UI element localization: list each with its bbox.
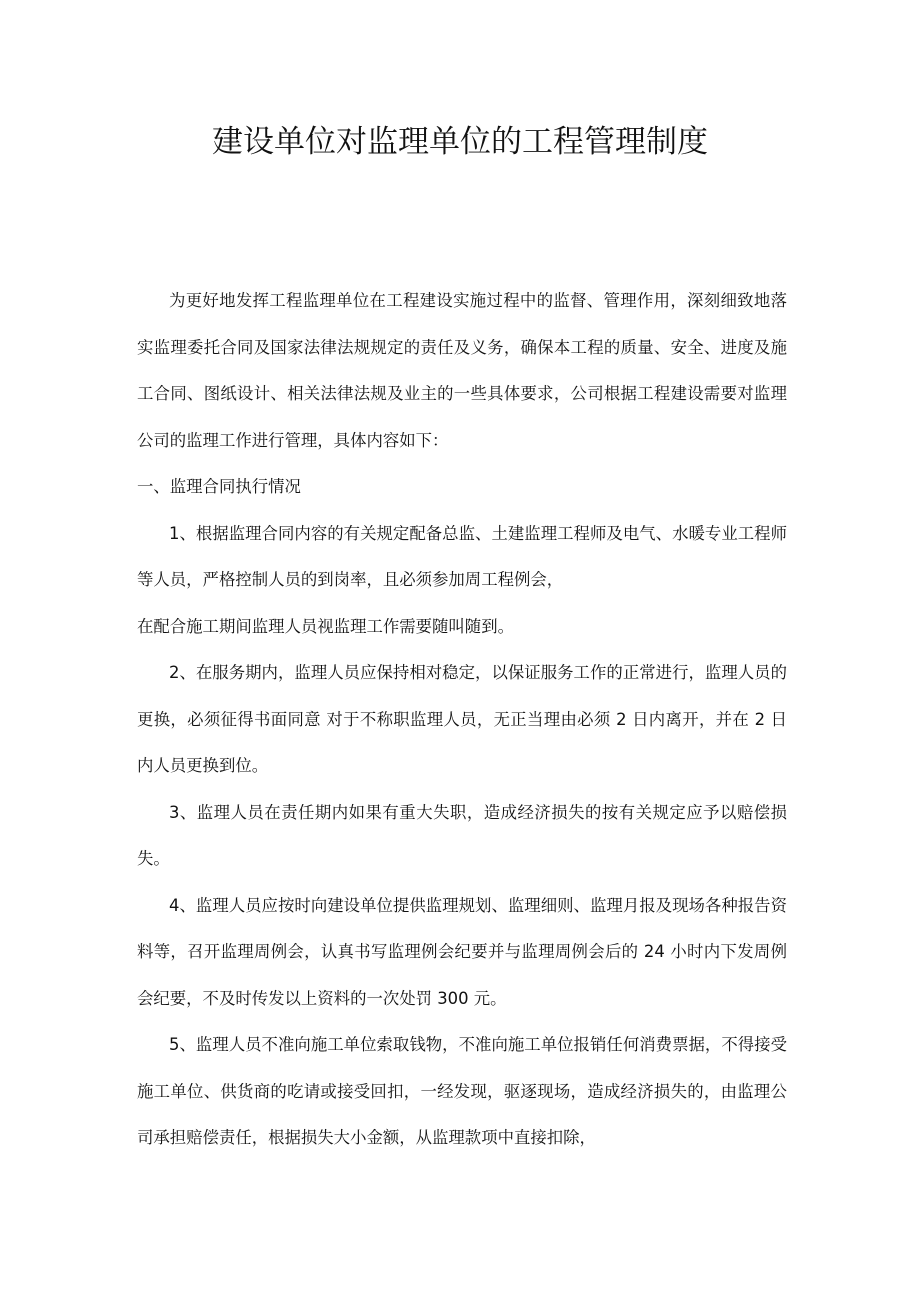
clause-2-paragraph: 2、在服务期内，监理人员应保持相对稳定，以保证服务工作的正常进行，监理人员的更换，必须征得书面同意 对于不称职监理人员，无正当理由必须 2 日内离开，并在 2 日内人员更换到位。: [137, 663, 787, 775]
clause-3-paragraph: 3、监理人员在责任期内如果有重大失职，造成经济损失的按有关规定应予以赔偿损失。: [137, 802, 787, 868]
document-body: [137, 278, 787, 1162]
document-title: 建设单位对监理单位的工程管理制度: [212, 124, 708, 160]
clause-1-continuation: 在配合施工期间监理人员视监理工作需要随叫随到。: [137, 616, 514, 636]
intro-paragraph: 为更好地发挥工程监理单位在工程建设实施过程中的监督、管理作用，深刻细致地落实监理委托合同及国家法律法规规定的责任及义务，确保本工程的质量、安全、进度及施工合同、图纸设计、相关法律法规及业主的一些具体要求，公司根据工程建设需要对监理公司的监理工作进行管理，具体内容如下：: [137, 291, 787, 450]
clause-1-paragraph: 1、根据监理合同内容的有关规定配备总监、土建监理工程师及电气、水暖专业工程师等人员，严格控制人员的到岗率，且必须参加周工程例会，: [137, 523, 787, 589]
section-heading-1: 一、监理合同执行情况: [137, 477, 301, 496]
clause-4-paragraph: 4、监理人员应按时向建设单位提供监理规划、监理细则、监理月报及现场各种报告资料等，召开监理周例会，认真书写监理例会纪要并与监理周例会后的 24 小时内下发周例会纪要，不及时传发以上资料的一次处罚 300 元。: [137, 895, 787, 1008]
clause-5-paragraph: 5、监理人员不准向施工单位索取钱物，不准向施工单位报销任何消费票据，不得接受施工单位、供货商的吃请或接受回扣，一经发现，驱逐现场，造成经济损失的，由监理公司承担赔偿责任，根据损失大小金额，从监理款项中直接扣除，: [137, 1035, 787, 1147]
